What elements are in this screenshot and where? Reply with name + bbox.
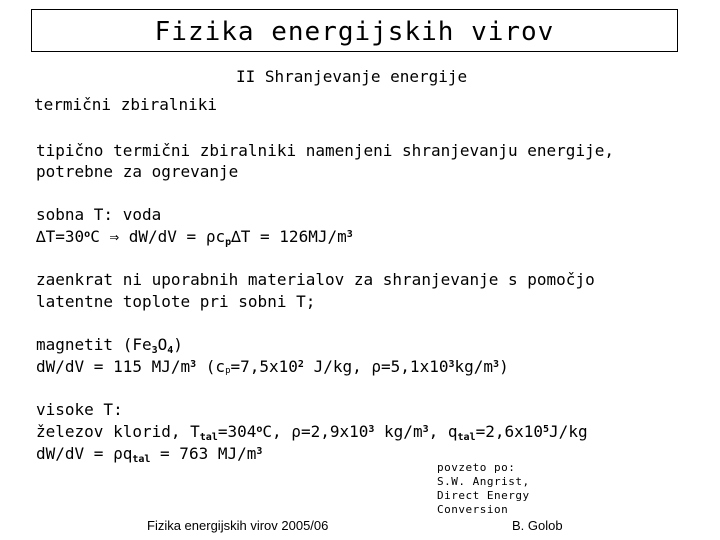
p4-line1 bbox=[36, 334, 183, 356]
text: kg/m bbox=[374, 422, 423, 441]
rho-symbol: ρ bbox=[113, 444, 123, 463]
p2-line2 bbox=[36, 226, 353, 248]
text: =304 bbox=[217, 422, 257, 441]
text: C bbox=[90, 227, 110, 246]
p3-line2: latentne toplote pri sobni T; bbox=[36, 292, 316, 311]
superscript: 3 bbox=[493, 359, 500, 370]
text: =2,6x10 bbox=[475, 422, 544, 441]
footer-course: Fizika energijskih virov 2005/06 bbox=[147, 518, 329, 533]
section-heading: termični zbiralniki bbox=[34, 95, 218, 114]
text: C, bbox=[262, 422, 292, 441]
implies-arrow: ⇒ bbox=[109, 227, 120, 246]
text: (c bbox=[196, 357, 226, 376]
text: = 763 MJ/m bbox=[150, 444, 257, 463]
delta-symbol: ∆ bbox=[231, 227, 241, 246]
superscript: 3 bbox=[256, 446, 263, 457]
subscript: tal bbox=[199, 432, 218, 443]
text: =5,1x10 bbox=[381, 357, 449, 376]
text: dW/dV = 115 MJ/m bbox=[36, 357, 191, 376]
superscript: 3 bbox=[346, 229, 353, 240]
superscript: o bbox=[256, 424, 263, 435]
text: ) bbox=[499, 357, 509, 376]
source-citation bbox=[437, 461, 530, 517]
subscript: p bbox=[225, 237, 232, 248]
subscript: tal bbox=[457, 432, 476, 443]
superscript: 2 bbox=[297, 359, 304, 370]
text: kg/m bbox=[454, 357, 494, 376]
source-line: povzeto po: bbox=[437, 461, 516, 474]
p5-line2 bbox=[36, 421, 588, 443]
rho-symbol: ρ bbox=[371, 357, 382, 376]
p4-line2 bbox=[36, 356, 509, 378]
text: dW/dV = bbox=[36, 444, 114, 463]
text: c bbox=[215, 227, 226, 246]
text: dW/dV = bbox=[119, 227, 206, 246]
superscript: 3 bbox=[368, 424, 375, 435]
text: T = 126MJ/m bbox=[240, 227, 347, 246]
source-line: S.W. Angrist, bbox=[437, 475, 530, 488]
text: O bbox=[157, 335, 168, 354]
superscript: 5 bbox=[543, 424, 550, 435]
rho-symbol: ρ bbox=[205, 227, 216, 246]
p1-line1: tipično termični zbiralniki namenjeni shranjevanju energije, bbox=[36, 141, 614, 160]
superscript: 3 bbox=[422, 424, 429, 435]
superscript: 3 bbox=[190, 359, 197, 370]
superscript: 3 bbox=[448, 359, 455, 370]
p5-line3 bbox=[36, 443, 262, 465]
p2-line1: sobna T: voda bbox=[36, 205, 162, 224]
text: ) bbox=[173, 335, 183, 354]
slide-title: Fizika energijskih virov bbox=[154, 17, 555, 47]
superscript: o bbox=[84, 229, 91, 240]
p5-line1: visoke T: bbox=[36, 400, 123, 419]
delta-symbol: ∆ bbox=[36, 227, 46, 246]
p3-line1: zaenkrat ni uporabnih materialov za shranjevanje s pomočjo bbox=[36, 270, 595, 289]
text: =7,5x10 bbox=[230, 357, 298, 376]
text: J/kg, bbox=[303, 357, 372, 376]
footer-author: B. Golob bbox=[512, 518, 563, 533]
rho-symbol: ρ bbox=[291, 422, 301, 441]
text: =2,9x10 bbox=[300, 422, 369, 441]
source-line: Conversion bbox=[437, 503, 509, 516]
subscript: p bbox=[225, 366, 231, 376]
text: J/kg bbox=[549, 422, 588, 441]
p1-line2: potrebne za ogrevanje bbox=[36, 162, 239, 181]
text: magnetit (Fe bbox=[36, 335, 152, 354]
slide-subtitle: II Shranjevanje energije bbox=[236, 67, 468, 86]
title-box bbox=[31, 9, 678, 52]
subscript: 3 bbox=[151, 345, 158, 356]
source-line: Direct Energy bbox=[437, 489, 530, 502]
subscript: 4 bbox=[167, 345, 174, 356]
text: q bbox=[122, 444, 133, 463]
text: , q bbox=[428, 422, 458, 441]
text: T=30 bbox=[45, 227, 85, 246]
text: železov klorid, T bbox=[36, 422, 200, 441]
subscript: tal bbox=[132, 454, 151, 465]
